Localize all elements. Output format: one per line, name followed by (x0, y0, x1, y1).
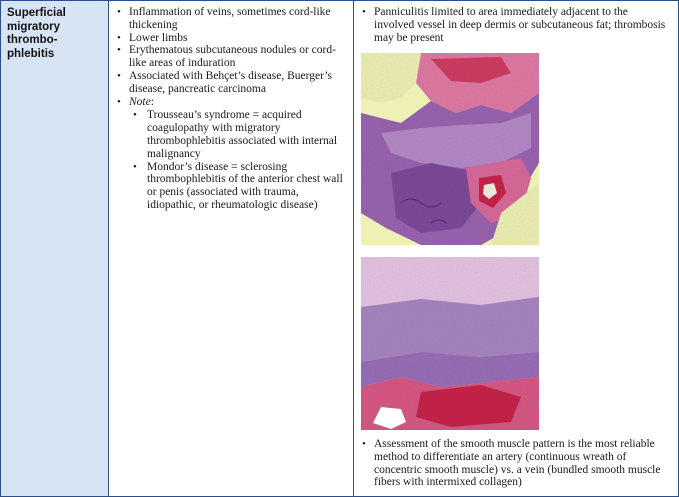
histology-bottom-list (354, 438, 678, 489)
histology-cell (354, 1, 678, 496)
row-title: Superficial migratory thrombo- phlebitis (7, 7, 66, 60)
histology-top-list (354, 6, 678, 44)
note-label: Note (129, 95, 151, 108)
list-item: • Associated with Behçet’s disease, Buerger’s disease, pancreatic carcinoma (109, 70, 353, 96)
note-colon: : (150, 95, 154, 108)
micrograph-high-power (361, 257, 539, 430)
row-header-cell (1, 1, 109, 496)
list-item: • Lower limbs (109, 32, 353, 45)
note-sublist (129, 109, 345, 211)
note-item (109, 96, 353, 212)
list-item: • Inflammation of veins, sometimes cord-like thickening (109, 6, 353, 32)
clinical-list (109, 6, 353, 212)
list-item: • Panniculitis limited to area immediately adjacent to the involved vessel in deep dermis or subcutaneous fat; thrombosis may be present (354, 6, 678, 44)
list-item: • Assessment of the smooth muscle pattern is the most reliable method to differentiate an artery (continuous wreath of concentric smooth muscle) vs. a vein (bundled smooth muscle fibers with intermixed collagen) (354, 438, 678, 489)
micrograph-low-power (361, 53, 539, 245)
clinical-features-cell (109, 1, 354, 496)
list-item: • Trousseau’s syndrome = acquired coagulopathy with migratory thrombophlebitis associated with internal malignancy (129, 109, 345, 160)
list-item: • Erythematous subcutaneous nodules or cord-like areas of induration (109, 44, 353, 70)
micrograph-high-power-image (361, 257, 539, 430)
micrograph-low-power-image (361, 53, 539, 245)
list-item: • Mondor’s disease = sclerosing thrombophlebitis of the anterior chest wall or penis (associated with trauma, idiopathic, or rheumatologic disease) (129, 161, 345, 212)
